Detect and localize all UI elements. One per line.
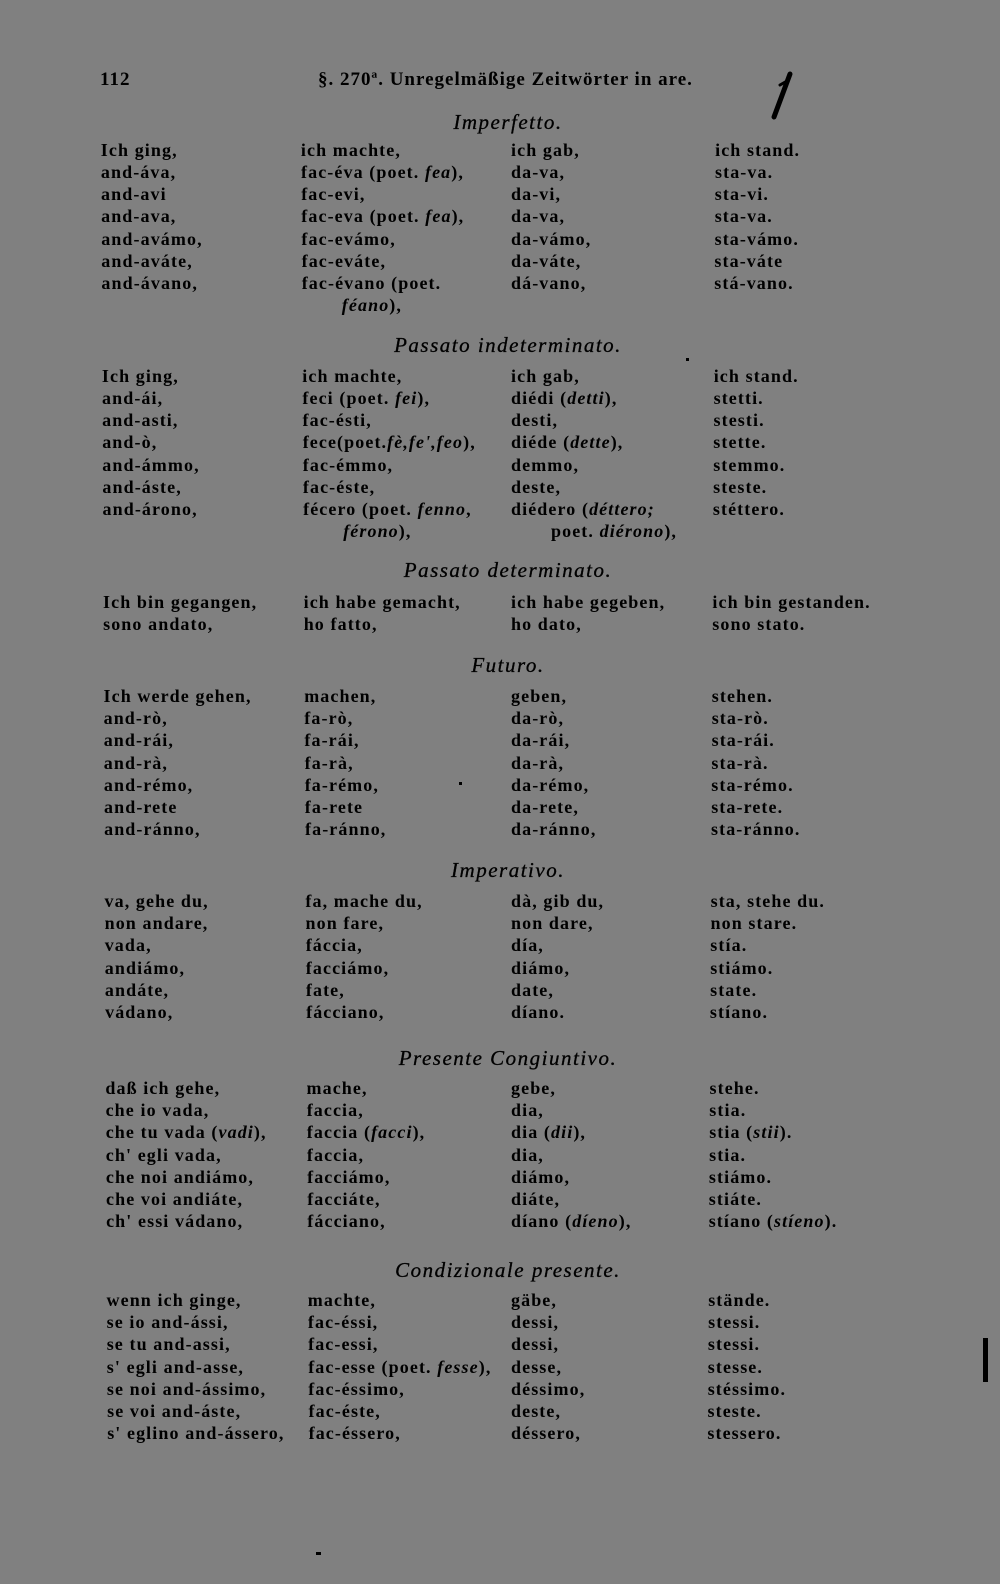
section-heading: Passato indeterminato. xyxy=(394,333,622,357)
stare-form: stiámo. xyxy=(710,957,774,978)
andare-form: che noi andiámo, xyxy=(105,1166,255,1187)
andare-form: vádano, xyxy=(105,1001,174,1022)
dare-form xyxy=(511,431,623,453)
dare-form: déssero, xyxy=(511,1422,581,1443)
scan-speck xyxy=(686,358,689,361)
andare-form: non andare, xyxy=(104,913,209,934)
stare-form: stá-vano. xyxy=(714,272,794,293)
andare-form: wenn ich ginge, xyxy=(106,1290,242,1310)
stare-form: stia. xyxy=(709,1144,747,1165)
text-segment: faccia ( xyxy=(306,1122,372,1143)
andare-form: and-áste, xyxy=(102,476,182,497)
stare-form: steste. xyxy=(707,1400,762,1421)
dare-form: gebe, xyxy=(511,1078,556,1098)
andare-form: and-ámmo, xyxy=(102,454,200,475)
italic-variant: facci xyxy=(371,1122,413,1143)
italic-variant: dii xyxy=(551,1122,574,1143)
dare-form: demmo, xyxy=(511,454,580,475)
dare-form: diáte, xyxy=(511,1188,561,1209)
stare-form: sta-rete. xyxy=(711,796,784,817)
fare-form: fa-rà, xyxy=(304,752,354,773)
text-segment: ), xyxy=(610,432,624,453)
text-segment: ), xyxy=(604,388,618,409)
dare-form: dia, xyxy=(511,1144,544,1165)
fare-form: fáccia, xyxy=(305,935,363,956)
fare-form xyxy=(301,205,464,227)
andare-form: se noi and-ássimo, xyxy=(106,1378,267,1399)
andare-form: va, gehe du, xyxy=(104,891,209,911)
fare-form xyxy=(303,431,476,453)
italic-variant: stii xyxy=(753,1122,780,1143)
andare-form: ch' essi vádano, xyxy=(106,1210,244,1231)
fare-form: facciámo, xyxy=(305,957,390,978)
italic-variant: fesse xyxy=(437,1356,479,1377)
fare-form: fac-ésti, xyxy=(302,410,372,431)
stare-form: steste. xyxy=(713,476,768,497)
fare-form: faccia, xyxy=(306,1100,364,1121)
fare-form: fa-rái, xyxy=(304,730,360,751)
dare-form: deste, xyxy=(511,1400,562,1421)
andare-form: and-ávano, xyxy=(101,272,198,293)
fare-form: fácciano, xyxy=(306,1001,385,1022)
andare-form: and-rémo, xyxy=(103,774,194,795)
text-segment: díano ( xyxy=(511,1210,573,1231)
text-segment: fac-esse (poet. xyxy=(308,1356,438,1377)
fare-form: fa-rete xyxy=(304,796,364,817)
text-segment: ), xyxy=(573,1122,587,1143)
andare-form: and-ò, xyxy=(102,432,158,453)
dare-form: dia, xyxy=(511,1100,544,1121)
stare-form: stessero. xyxy=(707,1422,782,1443)
fare-form: mache, xyxy=(306,1078,368,1098)
andare-form: and-avi xyxy=(101,184,167,205)
dare-form xyxy=(511,1210,631,1232)
stare-form: sta-va. xyxy=(714,206,773,227)
fare-form: ich machte, xyxy=(300,140,401,160)
stare-form: stessi. xyxy=(707,1334,761,1355)
fare-form: fa-ránno, xyxy=(305,818,387,839)
dare-form: da-rà, xyxy=(511,752,565,773)
fare-form xyxy=(308,1356,491,1378)
text-segment: ), xyxy=(398,521,412,541)
section-heading: Condizionale presente. xyxy=(395,1258,621,1282)
fare-form: fac-evámo, xyxy=(301,228,396,249)
dare-form: diámo, xyxy=(511,1166,571,1187)
text-segment: dia ( xyxy=(511,1122,552,1143)
dare-form: da-rémo, xyxy=(511,774,590,795)
stare-form: stetti. xyxy=(713,388,764,409)
stare-form: sta, stehe du. xyxy=(710,891,826,911)
dare-form: da-rò, xyxy=(511,708,565,729)
stare-form: stette. xyxy=(713,432,767,453)
andare-form: and-ránno, xyxy=(104,818,201,839)
andare-form: andáte, xyxy=(104,979,170,1000)
stare-form: non stare. xyxy=(710,913,798,934)
text-segment: ), xyxy=(417,388,431,409)
stare-form: sta-va. xyxy=(715,162,774,183)
stare-form xyxy=(709,1121,792,1143)
dare-form: da-rete, xyxy=(511,796,579,817)
text-segment: stia ( xyxy=(709,1122,754,1143)
fare-form: machen, xyxy=(304,686,377,706)
stare-form: ich bin gestanden. xyxy=(712,592,871,612)
dare-form: deste, xyxy=(511,476,562,497)
dare-form: diámo, xyxy=(511,957,571,978)
fare-form: fac-évano (poet. xyxy=(301,272,442,293)
andare-form: Ich ging, xyxy=(100,140,178,160)
fare-form: fac-evi, xyxy=(301,184,366,205)
fare-form: fa, mache du, xyxy=(305,891,423,911)
text-segment: fécero (poet. xyxy=(303,498,418,519)
dare-form xyxy=(551,520,677,542)
text-segment: feci (poet. xyxy=(302,388,396,409)
stare-form: sta-rémo. xyxy=(711,774,794,795)
stare-form: sta-vi. xyxy=(714,184,769,205)
andare-form: and-rò, xyxy=(103,708,168,729)
stare-form: state. xyxy=(710,979,758,1000)
dare-form xyxy=(511,1121,586,1143)
dare-form: dá-vano, xyxy=(511,272,587,293)
italic-variant: déttero; xyxy=(589,498,655,519)
andare-form: and-rete xyxy=(104,796,178,817)
scan-speck xyxy=(316,1552,321,1555)
dare-form: desse, xyxy=(511,1356,563,1377)
fare-form: facciáte, xyxy=(307,1188,381,1209)
section-heading: Passato determinato. xyxy=(403,558,613,582)
text-segment: che tu vada ( xyxy=(105,1122,219,1143)
fare-form: fácciano, xyxy=(307,1210,386,1231)
dare-form: da-ránno, xyxy=(511,818,597,839)
stare-form: stessi. xyxy=(708,1312,761,1333)
stare-form: sta-rái. xyxy=(711,730,775,751)
stare-form: sta-váte xyxy=(714,250,784,271)
fare-form xyxy=(303,498,472,520)
fare-form: faccia, xyxy=(306,1144,365,1165)
dare-form: da-vi, xyxy=(511,184,562,205)
text-segment: poet. xyxy=(551,521,600,541)
fare-form: fac-éste, xyxy=(302,476,376,497)
text-segment: ), xyxy=(664,521,678,541)
fare-form: machte, xyxy=(307,1290,376,1310)
andare-form: s' egli and-asse, xyxy=(106,1356,245,1377)
andare-form: andiámo, xyxy=(104,957,186,978)
andare-form: and-avámo, xyxy=(101,228,203,249)
stare-form: stía. xyxy=(710,935,748,956)
text-segment: fac-éva (poet. xyxy=(301,162,425,183)
text-segment: ), xyxy=(451,162,464,183)
text-segment: diédi ( xyxy=(511,388,568,409)
dare-form: déssimo, xyxy=(511,1378,586,1399)
text-segment: ). xyxy=(824,1210,838,1231)
fare-form: ho fatto, xyxy=(303,614,378,635)
italic-variant: díeno xyxy=(572,1210,619,1231)
dare-form: ho dato, xyxy=(511,614,582,635)
dare-form: ich gab, xyxy=(511,140,580,160)
fare-form: fac-éssi, xyxy=(307,1312,379,1333)
dare-form xyxy=(511,498,655,520)
italic-variant: fei xyxy=(395,388,418,409)
andare-form: ch' egli vada, xyxy=(105,1144,222,1165)
andare-form: Ich bin gegangen, xyxy=(103,592,258,612)
text-segment: ), xyxy=(463,432,476,453)
dare-form xyxy=(511,387,617,409)
andare-form: se voi and-áste, xyxy=(107,1400,242,1421)
dare-form: día, xyxy=(511,935,544,956)
stare-form: ich stand. xyxy=(713,366,799,386)
andare-form: and-árono, xyxy=(102,498,198,519)
section-heading: Imperfetto. xyxy=(453,110,563,134)
stare-form xyxy=(709,1210,838,1232)
andare-form: and-ái, xyxy=(102,388,164,409)
stare-form: stéttero. xyxy=(712,498,785,519)
stare-form: stiáte. xyxy=(708,1188,762,1209)
text-segment: , xyxy=(466,498,472,519)
andare-form: and-áva, xyxy=(100,162,177,183)
andare-form: se tu and-assi, xyxy=(106,1334,231,1355)
fare-form xyxy=(307,1121,425,1143)
scan-mark xyxy=(983,1338,988,1382)
stare-form: stéssimo. xyxy=(707,1378,787,1399)
dare-form: da-va, xyxy=(511,206,566,227)
dare-form: díano. xyxy=(511,1001,566,1022)
stare-form: stesti. xyxy=(713,410,765,431)
fare-form: fac-éssimo, xyxy=(308,1378,405,1399)
fare-form xyxy=(343,520,411,542)
fare-form: fac-émmo, xyxy=(302,454,394,475)
stare-form: stehen. xyxy=(711,686,773,706)
text-segment: stíano ( xyxy=(708,1210,774,1231)
dare-form: ich habe gegeben, xyxy=(511,592,666,612)
stare-form: stíano. xyxy=(709,1001,769,1022)
fare-form xyxy=(342,294,402,316)
fare-form: ich machte, xyxy=(302,366,403,386)
andare-form: s' eglino and-ássero, xyxy=(107,1422,285,1443)
fare-form: non fare, xyxy=(305,913,385,934)
section-heading: Futuro. xyxy=(471,653,545,677)
stare-form: stia. xyxy=(709,1100,747,1121)
italic-variant: vadi xyxy=(218,1122,254,1143)
italic-variant: férono xyxy=(343,521,399,541)
text-segment: fac-eva (poet. xyxy=(301,206,426,227)
italic-variant: stíeno xyxy=(774,1210,825,1231)
italic-variant: detti xyxy=(567,388,605,409)
fare-form xyxy=(301,161,464,183)
andare-form: vada, xyxy=(104,935,152,956)
fare-form: fac-éssero, xyxy=(308,1422,401,1443)
andare-form: and-ava, xyxy=(101,206,177,227)
stare-form: stiámo. xyxy=(708,1166,773,1187)
fare-form: fac-essi, xyxy=(308,1334,379,1355)
italic-variant: diérono xyxy=(599,521,665,541)
dare-form: date, xyxy=(511,979,554,1000)
stare-form: sta-ránno. xyxy=(711,818,801,839)
section-heading: Imperativo. xyxy=(451,858,565,882)
andare-form: che io vada, xyxy=(105,1100,210,1121)
fare-form: fac-eváte, xyxy=(301,250,387,271)
fare-form xyxy=(302,387,430,409)
dare-form: da-vámo, xyxy=(511,228,592,249)
scan-speck xyxy=(459,782,462,785)
text-segment: ), xyxy=(389,295,402,315)
dare-form: da-váte, xyxy=(511,250,582,271)
text-segment: diéde ( xyxy=(511,432,571,453)
text-segment: ), xyxy=(618,1210,632,1231)
andare-form: Ich werde gehen, xyxy=(103,686,252,706)
dare-form: dessi, xyxy=(511,1312,560,1333)
dare-form: da-rái, xyxy=(511,730,571,751)
fare-form: fac-éste, xyxy=(308,1400,381,1421)
andare-form: sono andato, xyxy=(103,614,214,635)
italic-variant: fè,fe',feo xyxy=(387,432,464,453)
andare-form: che voi andiáte, xyxy=(106,1188,244,1209)
andare-form: and-aváte, xyxy=(101,250,193,271)
text-segment: ), xyxy=(412,1122,426,1143)
page-header-title: §. 270ª. Unregelmäßige Zeitwörter in are. xyxy=(318,69,693,90)
italic-variant: fenno xyxy=(417,498,467,519)
andare-form: and-rái, xyxy=(103,730,174,751)
dare-form: dà, gib du, xyxy=(511,891,605,911)
stare-form: stände. xyxy=(708,1290,771,1310)
fare-form: ich habe gemacht, xyxy=(303,592,461,612)
stare-form: sta-rà. xyxy=(711,752,769,773)
text-segment: diédero ( xyxy=(511,498,590,519)
fare-form: fate, xyxy=(305,979,345,1000)
andare-form: and-asti, xyxy=(102,410,179,431)
dare-form: gäbe, xyxy=(511,1290,557,1310)
fare-form: fa-rò, xyxy=(304,708,354,729)
text-segment: ). xyxy=(779,1122,793,1143)
dare-form: ich gab, xyxy=(511,366,580,386)
pen-stroke-mark xyxy=(760,70,800,124)
dare-form: geben, xyxy=(511,686,568,706)
dare-form: non dare, xyxy=(511,913,594,934)
fare-form: fa-rémo, xyxy=(304,774,379,795)
andare-form: and-rà, xyxy=(103,752,169,773)
dare-form: desti, xyxy=(511,410,559,431)
stare-form: stehe. xyxy=(709,1078,760,1098)
dare-form: da-va, xyxy=(511,162,566,183)
text-segment: ), xyxy=(478,1356,492,1377)
text-segment: ), xyxy=(253,1122,267,1143)
andare-form: se io and-ássi, xyxy=(106,1312,229,1333)
stare-form: ich stand. xyxy=(715,140,801,160)
text-segment: fece(poet. xyxy=(302,432,388,453)
fare-form: facciámo, xyxy=(307,1166,391,1187)
dare-form: dessi, xyxy=(511,1334,560,1355)
stare-form: sta-rò. xyxy=(711,708,769,729)
andare-form xyxy=(106,1121,267,1143)
section-heading: Presente Congiuntivo. xyxy=(398,1046,618,1070)
italic-variant: fea xyxy=(424,162,452,183)
italic-variant: dette xyxy=(570,432,611,453)
andare-form: daß ich gehe, xyxy=(105,1078,221,1098)
stare-form: sono stato. xyxy=(712,614,806,635)
stare-form: stesse. xyxy=(707,1356,763,1377)
text-segment: ), xyxy=(451,206,465,227)
italic-variant: fea xyxy=(425,206,452,227)
andare-form: Ich ging, xyxy=(101,366,179,386)
page-number: 112 xyxy=(100,69,131,90)
stare-form: sta-vámo. xyxy=(714,228,799,249)
stare-form: stemmo. xyxy=(713,454,786,475)
italic-variant: féano xyxy=(341,295,390,315)
